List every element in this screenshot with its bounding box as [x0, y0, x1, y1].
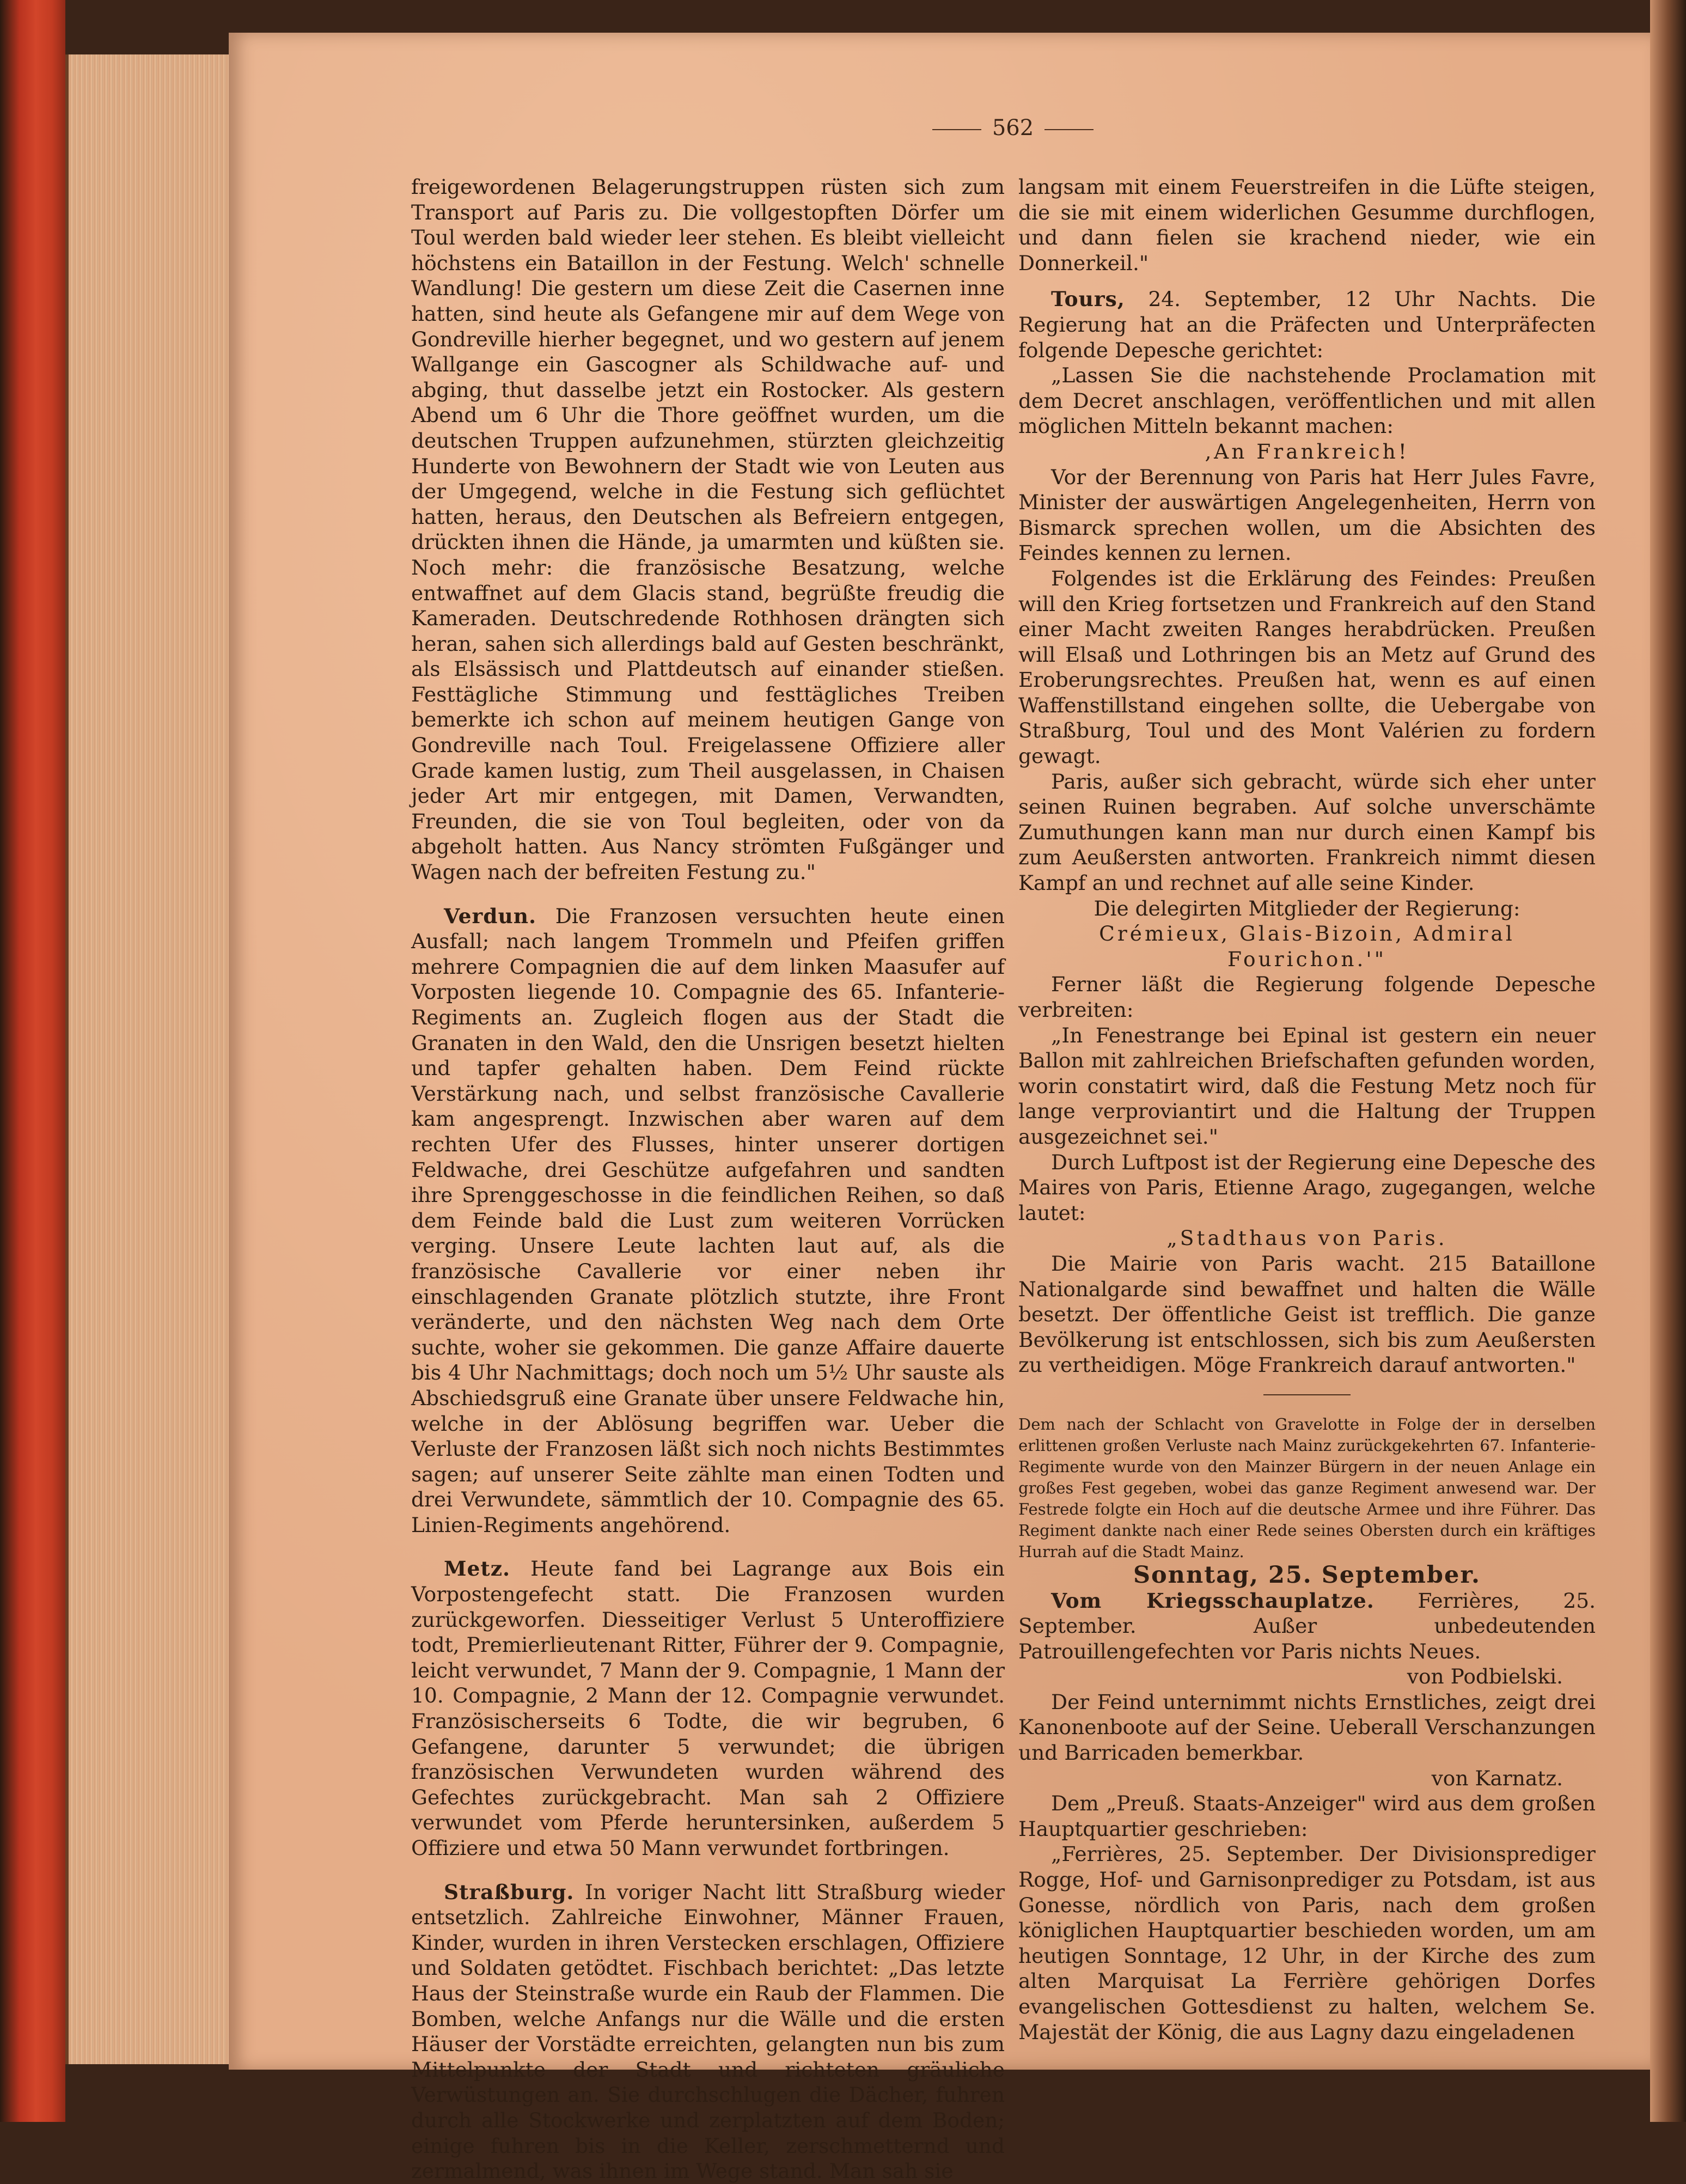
tours-report	[1018, 286, 1596, 363]
tours-text: 24. September, 12 Uhr Nachts. Die Regierung hat an die Präfecten und Unterpräfecten folgende Depesche gerichtet:	[1018, 287, 1596, 362]
header-rule-right	[1044, 129, 1094, 130]
signature-podbielski: von Podbielski.	[1407, 1664, 1563, 1689]
metz-text: Heute fand bei Lagrange aux Bois ein Vorpostengefecht statt. Die Franzosen wurden zurückgeworfen. Diesseitiger Verlust 5 Unteroffiziere todt, Premierlieutenant Ritter, Führer der 9. Compagnie, leicht verwundet, 7 Mann der 9. Compagnie, 1 Mann der 10. Compagnie, 2 Mann der 12. Compagnie verwundet. Französischerseits 6 Todte, die wir begruben, 6 Gefangene, darunter 5 verwundet; die übrigen französischen Verwundeten wurden während des Gefechtes zurückgebracht. Man sah 2 Offiziere verwundet vom Pferde heruntersinken, außerdem 5 Offiziere und etwa 50 Mann verwundet fortbringen.	[411, 1557, 1005, 1860]
strassburg-report	[411, 1880, 1005, 2184]
strassburg-dateline: Straßburg.	[444, 1880, 575, 1904]
section-divider	[1263, 1394, 1351, 1395]
page-number: 562	[992, 115, 1034, 141]
paragraph-mairie: Die Mairie von Paris wacht. 215 Bataillone Nationalgarde sind bewaffnet und halten die Wälle besetzt. Der öffentliche Geist ist trefflich. Die ganze Bevölkerung ist entschlossen, sich bis zum Aeußersten zu vertheidigen. Möge Frankreich darauf antworten."	[1018, 1251, 1596, 1377]
right-page-edge	[1650, 0, 1686, 2122]
left-column	[411, 174, 1005, 2184]
paragraph-staatsanzeiger: Dem „Preuß. Staats-Anzeiger" wird aus dem großen Hauptquartier geschrieben:	[1018, 1791, 1596, 1841]
paragraph-paris: Paris, außer sich gebracht, würde sich eher unter seinen Ruinen begraben. Auf solche unverschämte Zumuthungen kann man nur durch einen Kampf bis zum Aeußersten antworten. Frankreich nimmt diesen Kampf an und rechnet auf alle seine Kinder.	[1018, 769, 1596, 895]
paragraph-delegierten: Die delegirten Mitglieder der Regierung:	[1094, 896, 1520, 920]
book-spine-edge	[0, 0, 65, 2122]
sunday-heading: Sonntag, 25. September.	[1133, 1561, 1481, 1589]
an-frankreich-heading: ‚An Frankreich!	[1205, 439, 1409, 463]
header-rule-left	[932, 129, 981, 130]
page-header	[904, 115, 1122, 148]
verdun-report	[411, 904, 1005, 1538]
page-stack-edge	[65, 54, 232, 2064]
mainz-note: Dem nach der Schlacht von Gravelotte in Folge der in derselben erlittenen großen Verluste nach Mainz zurückgekehrten 67. Infanterie-Regimente wurde von den Mainzer Bürgern in der neuen Anlage ein großes Fest gegeben, wobei das ganze Regiment anwesend war. Der Festrede folgte ein Hoch auf die deutsche Armee und ihre Führer. Das Regiment dankte nach einer Rede seines Obersten durch ein kräftiges Hurrah auf die Stadt Mainz.	[1018, 1414, 1596, 1561]
paragraph-fenestrange: „In Fenestrange bei Epinal ist gestern ein neuer Ballon mit zahlreichen Briefschaften gefunden worden, worin constatirt wird, daß die Festung Metz noch für lange verproviantirt und die Haltung der Truppen ausgezeichnet sei."	[1018, 1023, 1596, 1149]
stadthaus-heading: „Stadthaus von Paris.	[1166, 1226, 1447, 1250]
kriegsschauplatz-dateline: Vom Kriegsschauplatze.	[1051, 1588, 1375, 1613]
right-column	[1018, 174, 1596, 2045]
signature-karnatz: von Karnatz.	[1431, 1766, 1563, 1790]
strassburg-text: In voriger Nacht litt Straßburg wieder entsetzlich. Zahlreiche Einwohner, Männer Frauen, Kinder, wurden in ihren Verstecken erschlagen, Offiziere und Soldaten getödtet. Fischbach berichtet: „Das letzte Haus der Steinstraße wurde ein Raub der Flammen. Die Bomben, welche Anfangs nur die Wälle und die ersten Häuser der Vorstädte erreichten, gelangten nun bis zum Mittelpunkte der Stadt und richteten gräuliche Verwüstungen an. Sie durchschlugen die Dächer, fuhren durch alle Stockwerke und zerplatzten auf dem Boden; einige fuhren bis in die Keller, zerschmetternd und zermalmend, was ihnen im Wege stand. Man sah sie	[411, 1880, 1005, 2183]
verdun-dateline: Verdun.	[444, 904, 537, 928]
metz-report	[411, 1556, 1005, 1860]
paragraph-luftpost: Durch Luftpost ist der Regierung eine Depesche des Maires von Paris, Etienne Arago, zugegangen, welche lautet:	[1018, 1150, 1596, 1225]
tours-quote: „Lassen Sie die nachstehende Proclamation mit dem Decret anschlagen, veröffentlichen und mit allen möglichen Mitteln bekannt machen:	[1018, 363, 1596, 438]
metz-dateline: Metz.	[444, 1557, 511, 1581]
tours-dateline: Tours,	[1051, 287, 1125, 312]
kriegsschauplatz-text: Ferrières, 25. September. Außer unbedeutenden Patrouillengefechten vor Paris nichts Neues.	[1018, 1588, 1596, 1663]
right-paragraph-continued: langsam mit einem Feuerstreifen in die Lüfte steigen, die sie mit einem widerlichen Gesumme durchflogen, und dann fielen sie krachend nieder, wie ein Donnerkeil."	[1018, 175, 1596, 275]
paragraph-feind: Der Feind unternimmt nichts Ernstliches, zeigt drei Kanonenboote auf der Seine. Ueberall Verschanzungen und Barricaden bemerkbar.	[1018, 1689, 1596, 1765]
left-paragraph-toul: freigewordenen Belagerungstruppen rüsten sich zum Transport auf Paris zu. Die vollgestopften Dörfer um Toul werden bald wieder leer stehen. Es bleibt vielleicht höchstens ein Bataillon in der Festung. Welch' schnelle Wandlung! Die gestern um diese Zeit die Casernen inne hatten, sind heute als Gefangene mir auf dem Wege von Gondreville hierher begegnet, und wo gestern auf jenem Wallgange ein Gascogner als Schildwache auf- und abging, thut dasselbe jetzt ein Rostocker. Als gestern Abend um 6 Uhr die Thore geöffnet wurden, um die deutschen Truppen aufzunehmen, stürzten gleichzeitig Hunderte von Bewohnern der Stadt wie von Leuten aus der Umgegend, welche in die Festung sich geflüchtet hatten, heraus, den Deutschen als Befreiern entgegen, drückten ihnen die Hände, ja umarmten und küßten sie. Noch mehr: die französische Besatzung, welche entwaffnet auf dem Glacis stand, begrüßte freudig die Kameraden. Deutschredende Rothhosen drängten sich heran, sahen sich allerdings bald auf Gesten beschränkt, als Elsässisch und Plattdeutsch auf einander stießen. Festtägliche Stimmung und festtägliches Treiben bemerkte ich schon auf meinem heutigen Gange von Gondreville nach Toul. Freigelassene Offiziere aller Grade kamen lustig, zum Theil ausgelassen, in Chaisen jeder Art mir entgegen, mit Damen, Verwandten, Freunden, die sie von Toul begleiten, oder von da abgeholt hatten. Aus Nancy strömten Fußgänger und Wagen nach der befreiten Festung zu."	[411, 175, 1005, 884]
paragraph-ferrieres: „Ferrières, 25. September. Der Divisionsprediger Rogge, Hof- und Garnisonprediger zu Potsdam, ist aus Gonesse, nördlich von Paris, nach dem großen königlichen Hauptquartier beschieden worden, um am heutigen Sonntage, 12 Uhr, in der Kirche des zum alten Marquisat La Ferrière gehörigen Dorfes evangelischen Gottesdienst zu halten, welchem Se. Majestät der König, die aus Lagny dazu eingeladenen	[1018, 1842, 1596, 2044]
paragraph-ferner: Ferner läßt die Regierung folgende Depesche verbreiten:	[1018, 972, 1596, 1022]
paragraph-erklaerung: Folgendes ist die Erklärung des Feindes: Preußen will den Krieg fortsetzen und Frankreich auf den Stand einer Macht zweiten Ranges herabdrücken. Preußen will Elsaß und Lothringen bis an Metz auf Grund des Eroberungsrechtes. Preußen hat, wenn es auf einen Waffenstillstand eingehen sollte, die Uebergabe von Straßburg, Toul und des Mont Valérien zu fordern gewagt.	[1018, 566, 1596, 768]
paragraph-berennung: Vor der Berennung von Paris hat Herr Jules Favre, Minister der auswärtigen Angelegenheiten, Herrn von Bismarck sprechen wollen, um die Absichten des Feindes kennen zu lernen.	[1018, 465, 1596, 565]
verdun-text: Die Franzosen versuchten heute einen Ausfall; nach langem Trommeln und Pfeifen griffen mehrere Compagnien die auf dem linken Maasufer auf Vorposten liegende 10. Compagnie des 65. Infanterie-Regiments an. Zugleich flogen aus der Stadt die Granaten in den Wald, den die Unsrigen besetzt hielten und tapfer gehalten haben. Dem Feind rückte Verstärkung nach, und selbst französische Cavallerie kam angesprengt. Inzwischen aber waren auf dem rechten Ufer des Flusses, hinter unserer dortigen Feldwache, drei Geschütze aufgefahren und sandten ihre Sprenggeschosse in die feindlichen Reihen, so daß dem Feinde bald die Lust zum weiteren Vorrücken verging. Unsere Leute lachten laut auf, als die französische Cavallerie vor einer neben ihr einschlagenden Granate plötzlich stutzte, ihre Front veränderte, und den nächsten Weg nach dem Orte suchte, woher sie gekommen. Die ganze Affaire dauerte bis 4 Uhr Nachmittags; doch noch um 5½ Uhr sauste als Abschiedsgruß eine Granate über unsere Feldwache hin, welche in der Ablösung begriffen war. Ueber die Verluste der Franzosen läßt sich noch nichts Bestimmtes sagen; auf unserer Seite zählte man einen Todten und drei Verwundete, sämmtlich der 10. Compagnie des 65. Linien-Regiments angehörend.	[411, 904, 1005, 1537]
government-members: Crémieux, Glais-Bizoin, Admiral Fourichon.'"	[1099, 922, 1515, 971]
kriegsschauplatz-report	[1018, 1588, 1596, 1664]
